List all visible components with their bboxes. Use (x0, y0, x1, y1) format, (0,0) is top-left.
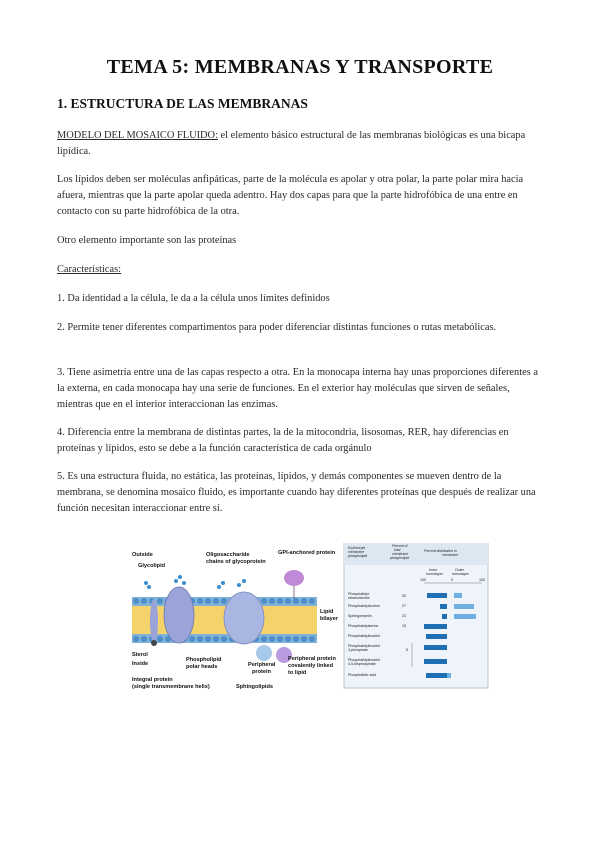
label-glycolipid: Glycolipid (138, 563, 166, 569)
integral-protein (164, 587, 194, 643)
table-outer-2: monolayer (452, 572, 469, 576)
characteristics-label (57, 262, 545, 278)
label-pcov-2: covalently linked (288, 663, 334, 669)
table-row: 5 (406, 648, 408, 652)
table-inner: Inner (429, 568, 438, 572)
label-pcov-1: Peripheral protein (288, 656, 336, 662)
table-row: Phosphatidylinositol (348, 658, 380, 662)
table-h2b: total (394, 548, 401, 552)
table-scale-right: 100 (479, 578, 485, 582)
table-row: Sphingomyelin (348, 614, 372, 618)
table-h1b: membrane (348, 550, 365, 554)
list-item: 2. Permite tener diferentes compartimentos para poder diferenciar distintas funciones o rutas metabólicas. (57, 322, 497, 333)
label-oligo-2: chains of glycoprotein (206, 559, 266, 565)
table-row: Phosphatidylinositol (348, 644, 380, 648)
page-title: TEMA 5: MEMBRANAS Y TRANSPORTE (106, 56, 494, 78)
table-row: 4,5-bisphosphate (348, 662, 376, 666)
table-h2c: membrane (392, 552, 409, 556)
label-lipid: Lipid (320, 609, 334, 615)
oligosaccharide-chains (144, 575, 246, 589)
table-row: 4-phosphate (348, 648, 368, 652)
table-row: Phosphatidylcholine (348, 604, 380, 608)
membrane-illustration (124, 543, 490, 708)
membrane-figure (124, 543, 490, 708)
table-h3b: membrane (442, 553, 459, 557)
table-row: 15 (402, 624, 406, 628)
table-row: Phosphatidic acid (348, 673, 377, 677)
large-protein (224, 592, 264, 644)
label-integral-1: Integral protein (132, 677, 173, 683)
transmembrane-helix (150, 599, 158, 643)
label-peripheral-protein: protein (252, 669, 271, 675)
label-pcov-3: to lipid (288, 670, 307, 676)
table-row: ethanolamine (348, 596, 370, 600)
list-item: 5. Es una estructura fluida, no estática, las proteínas, lípidos, y demás componentes se mueven dentro de la membrana, se denomina mosaico fluido, es importante cuando hay diferentes proteínas que después de realizar una función necesitan interaccionar entre sí. (57, 471, 536, 515)
peripheral-protein (256, 645, 272, 661)
label-bilayer: bilayer (320, 616, 339, 622)
table-h3a: Percent distribution in (424, 549, 457, 553)
characteristics-label-text: Características: (57, 264, 122, 275)
table-row: 23 (402, 614, 406, 618)
fluid-mosaic-text: el elemento básico estructural de las membranas biológicas es una bicapa lipídica. (57, 130, 526, 158)
label-sphingolipids: Sphingolipids (236, 684, 273, 690)
paragraph-proteins: Otro elemento importante son las proteínas (57, 235, 237, 246)
gpi-protein (284, 570, 304, 586)
table-row: Phosphatidylserine (348, 624, 379, 628)
paragraph-fluid-mosaic (57, 128, 545, 160)
paragraph-lipids: Los lípidos deben ser moléculas anfipáticas, parte de la molécula es apolar y otra polar, la parte polar mira hacia afuera, mientras que la parte apolar queda adentro. Hay dos capas para que la parte hidrofóbica de una entre en contacto con su parte hidrofóbica de la otra. (57, 174, 524, 218)
label-oligo-1: Oligosaccharide (206, 552, 250, 558)
table-h2d: phospholipid (390, 556, 410, 560)
fluid-mosaic-label: MODELO DEL MOSAICO FLUIDO: (57, 130, 218, 141)
label-peripheral: Peripheral (248, 662, 276, 668)
list-item: 4. Diferencia entre la membrana de distintas partes, la de la mitocondria, lisosomas, RER, hay diferencias en proteínas y lípidos, esto se debe a la función característica de cada orgánulo (57, 427, 509, 455)
table-h1a: Erythrocyte (348, 546, 366, 550)
table-scale-zero: 0 (451, 578, 453, 582)
label-outside: Outside (132, 552, 153, 558)
label-sterol: Sterol (132, 652, 148, 658)
section-heading: 1. ESTRUCTURA DE LAS MEMBRANAS (57, 96, 308, 111)
table-h1c: phospholipid (348, 554, 368, 558)
table-row: 27 (402, 604, 406, 608)
table-outer: Outer (455, 568, 464, 572)
label-phospholipid: Phospholipid (186, 657, 222, 663)
label-integral-2: (single transmembrane helix) (132, 684, 210, 690)
label-inside: Inside (132, 661, 149, 667)
table-scale-left: 100 (420, 578, 426, 582)
label-gpi: GPI-anchored protein (278, 550, 336, 556)
table-inner-2: monolayer (426, 572, 443, 576)
sterol (151, 640, 157, 646)
list-item: 3. Tiene asimetría entre una de las capas respecto a otra. En la monocapa interna hay unas proporciones diferentes a la externa, en cada monocapa hay una serie de funciones. En el exterior hay moléculas que sirven de señales, mientras que en el interior interaccionan las enzimas. (57, 367, 538, 411)
table-row: Phosphatidylinositol (348, 634, 380, 638)
label-polar-heads: polar heads (186, 664, 218, 670)
table-row: Phosphatidyl- (348, 592, 370, 596)
table-row: 30 (402, 594, 406, 598)
table-h2a: Percent of (392, 544, 408, 548)
list-item: 1. Da identidad a la célula, le da a la célula unos límites definidos (57, 293, 330, 304)
